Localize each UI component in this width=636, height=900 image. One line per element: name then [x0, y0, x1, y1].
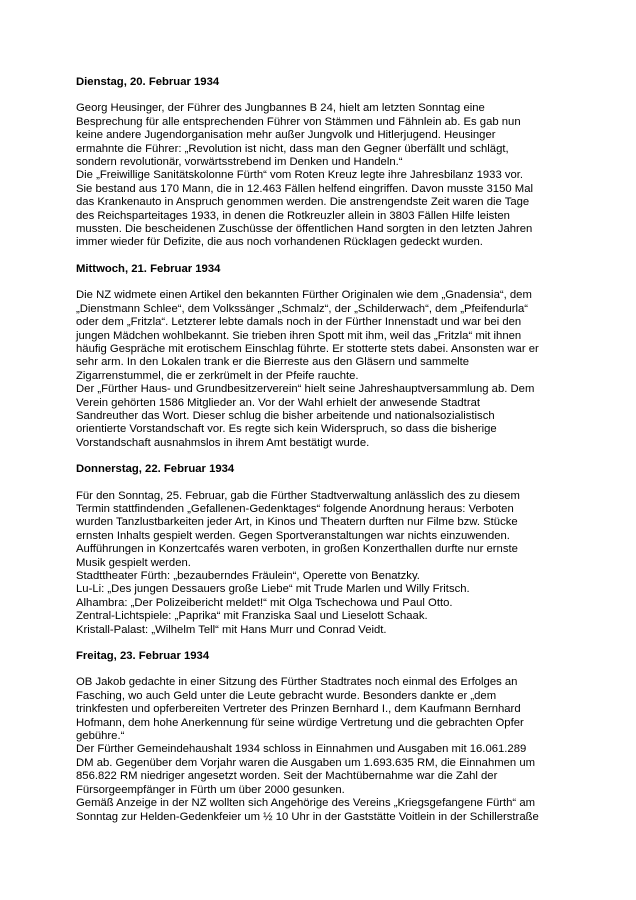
diary-entry	[76, 463, 556, 637]
entry-body	[76, 289, 556, 450]
program-line: Alhambra: „Der Polizeibericht meldet!“ mit Olga Tschechowa und Paul Otto.	[76, 596, 453, 609]
diary-entry	[76, 650, 556, 824]
paragraph: Die „Freiwillige Sanitätskolonne Fürth“ vom Roten Kreuz legte ihre Jahresbilanz 1933 vor. Sie bestand aus 170 Mann, die in 12.463 Fällen helfend eingriffen. Davon musste 3150 Mal das Krankenauto in Anspruch genommen werden. Die anstrengendste Zeit waren die Tage des Reichsparteitages 1933, in denen die Rotkreuzler allein in 3803 Fällen Hilfe leisten mussten. Die bescheidenen Zuschüsse der öffentlichen Hand sorgten in den letzten Jahren immer wieder für Defizite, die aus noch vorhandenen Rücklagen gedeckt wurden.	[76, 169, 533, 249]
entry-body	[76, 676, 556, 823]
entry-date-heading: Freitag, 23. Februar 1934	[76, 650, 210, 663]
program-line: Zentral-Lichtspiele: „Paprika“ mit Franziska Saal und Lieselott Schaak.	[76, 610, 428, 623]
paragraph: Der Fürther Gemeindehaushalt 1934 schloss in Einnahmen und Ausgaben mit 16.061.289 DM ab. Gegenüber dem Vorjahr waren die Ausgaben um 1.693.635 RM, die Einnahmen um 856.822 RM niedriger angesetzt worden. Seit der Machtübernahme war die Zahl der Fürsorgeempfänger in Fürth um über 2000 gesunken.	[76, 743, 536, 796]
paragraph: OB Jakob gedachte in einer Sitzung des Fürther Stadtrates noch einmal des Erfolges an Fasching, wo auch Geld unter die Leute gebracht wurde. Besonders dankte er „dem trinkfesten und opferbereiten Vertreter des Prinzen Bernhard I., dem Kaufmann Bernhard Hofmann, dem hohe Anerkennung für seine würdige Vertretung und die gebrachten Opfer gebühre.“	[76, 676, 524, 743]
entry-date-heading: Donnerstag, 22. Februar 1934	[76, 463, 235, 476]
entry-date-heading: Mittwoch, 21. Februar 1934	[76, 262, 221, 275]
document-page	[76, 76, 556, 824]
diary-entry	[76, 263, 556, 450]
program-line: Kristall-Palast: „Wilhelm Tell“ mit Hans Murr und Conrad Veidt.	[76, 623, 387, 636]
entry-body	[76, 490, 556, 637]
program-line: Lu-Li: „Des jungen Dessauers große Liebe“ mit Trude Marlen und Willy Fritsch.	[76, 583, 470, 596]
entry-body	[76, 102, 556, 249]
entry-date-heading: Dienstag, 20. Februar 1934	[76, 76, 220, 88]
paragraph: Der „Fürther Haus- und Grundbesitzerverein“ hielt seine Jahreshauptversammlung ab. Dem Verein gehörten 1586 Mitglieder an. Vor der Wahl erhielt der anwesende Stadtrat Sandreuther das Wort. Dieser schlug die bisher arbeitende und nationalsozialistisch orientierte Vorstandschaft vor. Es regte sich kein Widerspruch, so dass die bisherige Vorstandschaft ausnahmslos in ihrem Amt bestätigt wurde.	[76, 383, 535, 449]
paragraph: Die NZ widmete einen Artikel den bekannten Fürther Originalen wie dem „Gnadensia“, dem „Dienstmann Schlee“, dem Volkssänger „Schmalz“, der „Schilderwach“, dem „Pfeifendurla“ oder dem „Fritzla“. Letzterer lebte damals noch in der Fürther Innenstadt und war bei den jungen Mädchen wohlbekannt. Sie trieben ihren Spott mit ihm, weil das „Fritzla“ mit ihnen häufig Gespräche mit erotischem Einschlag führte. Er stotterte stets dabei. Ansonsten war er sehr arm. In den Lokalen trank er die Bierreste aus den Gläsern und sammelte Zigarrenstummel, die er zerkrümelt in der Pfeife rauchte.	[76, 289, 539, 382]
diary-entry	[76, 76, 556, 250]
program-line: Stadttheater Fürth: „bezauberndes Fräulein“, Operette von Benatzky.	[76, 570, 420, 582]
paragraph: Gemäß Anzeige in der NZ wollten sich Angehörige des Vereins „Kriegsgefangene Fürth“ am Sonntag zur Helden-Gedenkfeier um ½ 10 Uhr in der Gaststätte Voitlein in der Schillerstraße	[76, 797, 539, 823]
paragraph: Georg Heusinger, der Führer des Jungbannes B 24, hielt am letzten Sonntag eine Besprechung für alle entsprechenden Führer von Stämmen und Fähnlein ab. Es gab nun keine andere Jugendorganisation mehr außer Jungvolk und Hitlerjugend. Heusinger ermahnte die Führer: „Revolution ist nicht, dass man den Gegner überfällt und schlägt, sondern revolutionär, vorwärtsstrebend im Denken und Handeln.“	[76, 102, 521, 169]
paragraph: Für den Sonntag, 25. Februar, gab die Fürther Stadtverwaltung anlässlich des zu diesem Termin stattfindenden „Gefallenen-Gedenktages“ folgende Anordnung heraus: Verboten wurden Tanzlustbarkeiten jeder Art, in Kinos und Theatern durften nur Filme bzw. Stücke ernsten Inhalts gespielt werden. Gegen Sportveranstaltungen war nichts einzuwenden. Aufführungen in Konzertcafés waren verboten, in großen Konzerthallen durfte nur ernste Musik gespielt werden.	[76, 489, 520, 569]
